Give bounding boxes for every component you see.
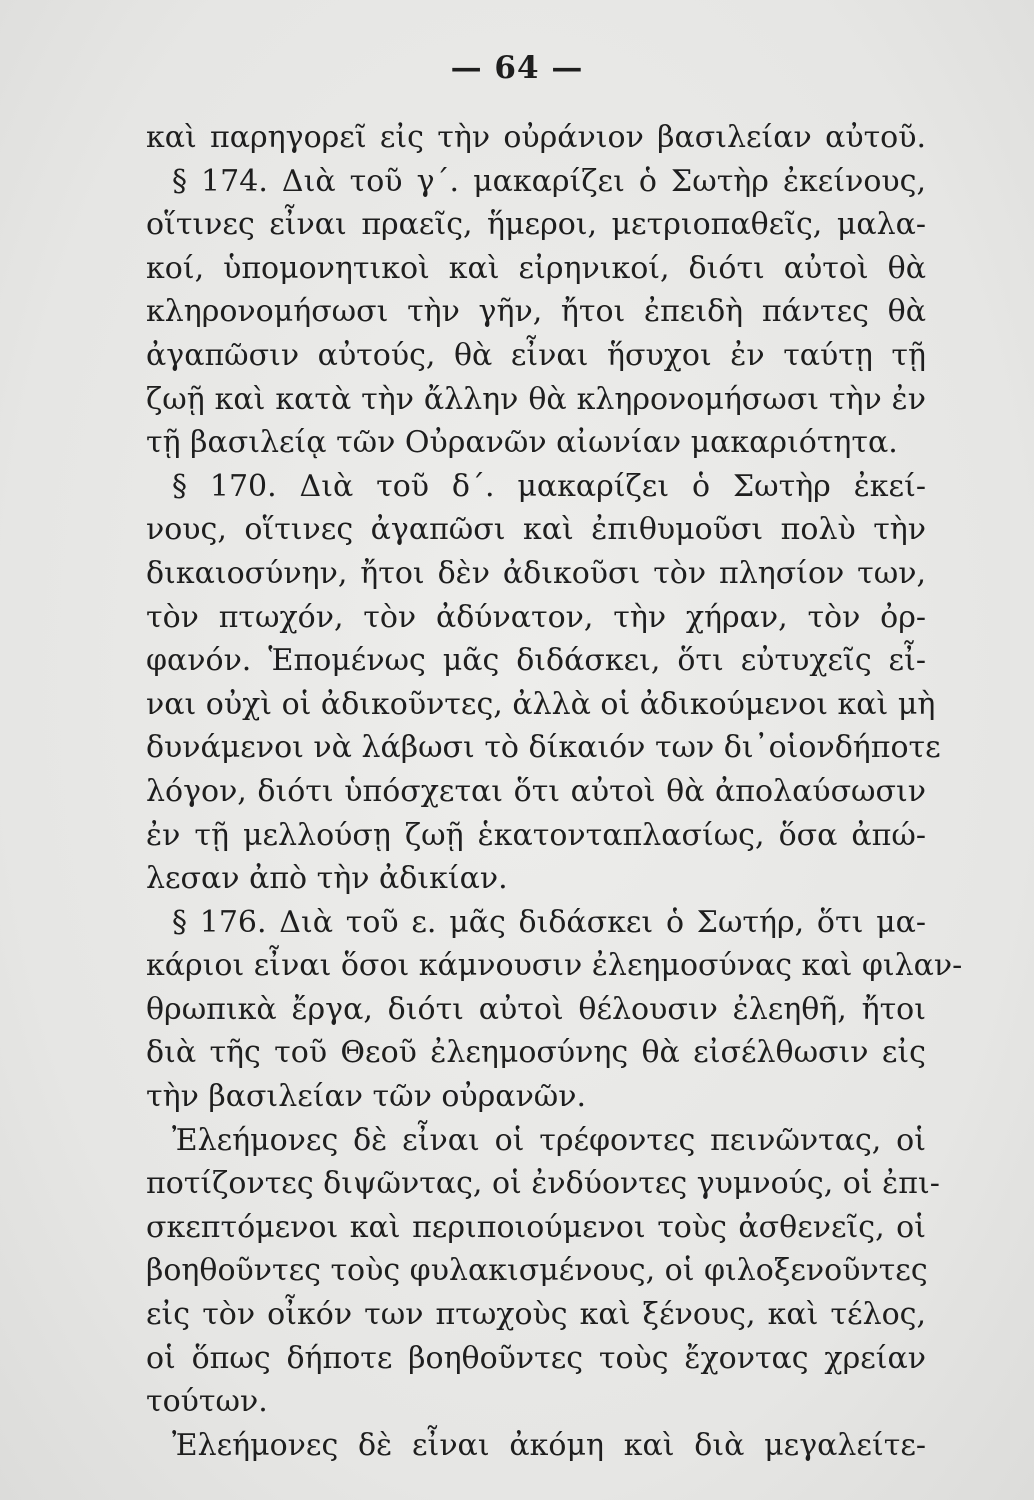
text-line: ποτίζοντες διψῶντας, οἱ ἐνδύοντες γυμνούς, οἱ ἐπι-	[146, 1166, 940, 1202]
text-line: λόγον, διότι ὑπόσχεται ὅτι αὐτοὶ θὰ ἀπολαύσωσιν	[146, 773, 926, 809]
text-line: θρωπικὰ ἔργα, διότι αὐτοὶ θέλουσιν ἐλεηθῆ, ἤτοι	[146, 991, 926, 1027]
text-line: σκεπτόμενοι καὶ περιποιούμενοι τοὺς ἀσθενεῖς, οἱ	[146, 1209, 926, 1245]
text-line: ναι οὐχὶ οἱ ἀδικοῦντες, ἀλλὰ οἱ ἀδικούμενοι καὶ μὴ	[146, 686, 936, 722]
text-line: ἀγαπῶσιν αὐτούς, θὰ εἶναι ἥσυχοι ἐν ταύτῃ τῇ	[146, 337, 926, 373]
text-line: κληρονομήσωσι τὴν γῆν, ἤτοι ἐπειδὴ πάντες θὰ	[146, 294, 926, 330]
text-line: διὰ τῆς τοῦ Θεοῦ ἐλεημοσύνης θὰ εἰσέλθωσιν εἰς	[146, 1035, 926, 1071]
page-number: — 64 —	[450, 50, 584, 86]
text-line: § 170. Διὰ τοῦ δ΄. μακαρίζει ὁ Σωτὴρ ἐκεί-	[172, 468, 926, 504]
text-line: δυνάμενοι νὰ λάβωσι τὸ δίκαιόν των δι᾽οἱονδήποτε	[146, 730, 941, 766]
text-line: εἰς τὸν οἶκόν των πτωχοὺς καὶ ξένους, καὶ τέλος,	[146, 1297, 926, 1333]
text-line: Ἐλεήμονες δὲ εἶναι ἀκόμη καὶ διὰ μεγαλείτε-	[172, 1427, 926, 1463]
text-line: κοί, ὑπομονητικοὶ καὶ εἰρηνικοί, διότι αὐτοὶ θὰ	[146, 250, 926, 286]
text-line: βοηθοῦντες τοὺς φυλακισμένους, οἱ φιλοξενοῦντες	[146, 1253, 928, 1289]
text-line: φανόν. Ἑπομένως μᾶς διδάσκει, ὅτι εὐτυχεῖς εἶ-	[146, 643, 926, 679]
text-line: Ἐλεήμονες δὲ εἶναι οἱ τρέφοντες πεινῶντας, οἱ	[172, 1122, 926, 1158]
text-line: λεσαν ἀπὸ τὴν ἀδικίαν.	[146, 861, 508, 897]
body-text	[146, 116, 963, 1467]
text-line: ἐν τῇ μελλούσῃ ζωῇ ἑκατονταπλασίως, ὅσα ἀπώ-	[146, 817, 926, 853]
text-line: § 174. Διὰ τοῦ γ΄. μακαρίζει ὁ Σωτὴρ ἐκείνους,	[172, 163, 926, 199]
text-line: οἵτινες εἶναι πραεῖς, ἥμεροι, μετριοπαθεῖς, μαλα-	[146, 207, 926, 243]
text-line: κάριοι εἶναι ὅσοι κάμνουσιν ἐλεημοσύνας καὶ φιλαν-	[146, 948, 963, 984]
text-line: νους, οἵτινες ἀγαπῶσι καὶ ἐπιθυμοῦσι πολὺ τὴν	[146, 512, 926, 548]
text-line: § 176. Διὰ τοῦ ε. μᾶς διδάσκει ὁ Σωτήρ, ὅτι μα-	[172, 904, 926, 940]
text-line: τὴν βασιλείαν τῶν οὐρανῶν.	[146, 1079, 587, 1115]
text-line: τὸν πτωχόν, τὸν ἀδύνατον, τὴν χήραν, τὸν ὀρ-	[146, 599, 926, 635]
text-line: καὶ παρηγορεῖ εἰς τὴν οὐράνιον βασιλείαν αὐτοῦ.	[146, 120, 926, 155]
text-line: τούτων.	[146, 1384, 268, 1420]
text-line: ζωῇ καὶ κατὰ τὴν ἄλλην θὰ κληρονομήσωσι τὴν ἐν	[146, 381, 926, 417]
text-line: τῇ βασιλείᾳ τῶν Οὐρανῶν αἰωνίαν μακαριότητα.	[146, 425, 898, 461]
text-line: οἱ ὅπως δήποτε βοηθοῦντες τοὺς ἔχοντας χρείαν	[146, 1340, 926, 1376]
text-line: δικαιοσύνην, ἤτοι δὲν ἀδικοῦσι τὸν πλησίον των,	[146, 555, 926, 591]
